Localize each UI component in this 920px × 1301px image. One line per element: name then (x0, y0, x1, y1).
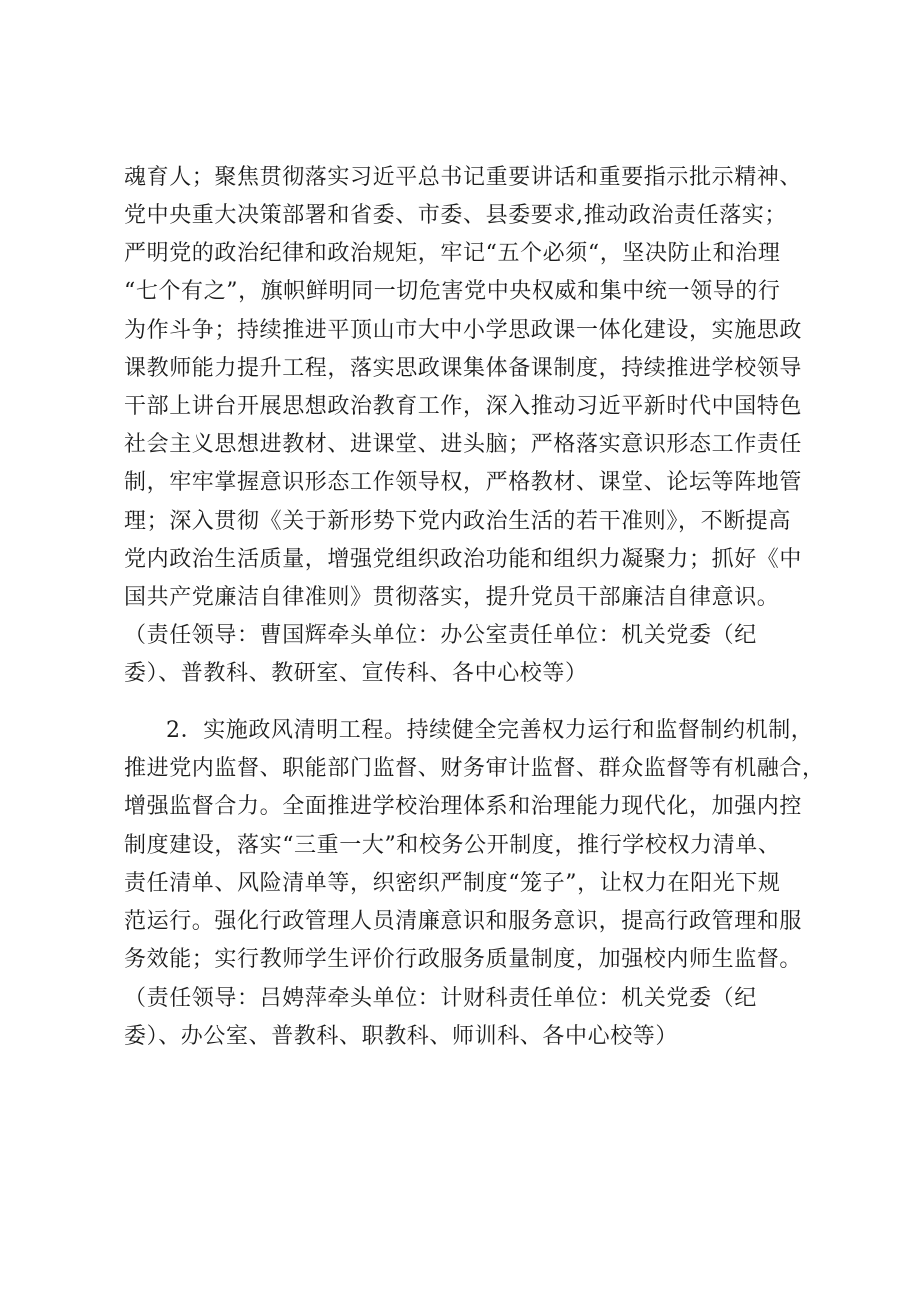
responsibility-line-3: （责任领导：吕娉萍牵头单位：计财科责任单位：机关党委（纪 (124, 986, 757, 1011)
text-line-6: 课教师能力提升工程，落实思政课集体备课制度，持续推进学校领导 (124, 356, 803, 381)
text-line-12: 国共产党廉洁自律准则》贯彻落实，提升党员干部廉洁自律意识。 (124, 585, 780, 610)
text-line-4: “七个有之”，旗帜鲜明同一切危害党中央权威和集中统一领导的行 (124, 279, 781, 304)
text-line-9: 制，牢牢掌握意识形态工作领导权，严格教材、课堂、论坛等阵地管 (124, 470, 803, 495)
text-line-10: 理；深入贯彻《关于新形势下党内政治生活的若干准则》，不断提高 (124, 509, 792, 534)
section-2-heading-line: 2．实施政风清明工程。持续健全完善权力运行和监督制约机制， (166, 718, 814, 743)
text-line-20: 范运行。强化行政管理人员清廉意识和服务意识，提高行政管理和服 (124, 909, 803, 934)
text-line-5: 为作斗争；持续推进平顶山市大中小学思政课一体化建设，实施思政 (124, 318, 803, 343)
text-line-1: 魂育人；聚焦贯彻落实习近平总书记重要讲话和重要指示批示精神、 (124, 165, 803, 190)
text-line-11: 党内政治生活质量，增强党组织政治功能和组织力凝聚力；抓好《中 (124, 547, 803, 572)
responsibility-line-1: （责任领导：曹国辉牵头单位：办公室责任单位：机关党委（纪 (124, 623, 757, 648)
responsibility-line-4: 委）、办公室、普教科、职教科、师训科、各中心校等） (124, 1024, 679, 1049)
text-line-8: 社会主义思想进教材、进课堂、进头脑；严格落实意识形态工作责任 (124, 432, 803, 457)
text-line-19: 责任清单、风险清单等，织密织严制度“笼子”，让权力在阳光下规 (124, 871, 781, 896)
text-line-18: 制度建设，落实“三重一大”和校务公开制度，推行学校权力清单、 (124, 833, 781, 858)
text-line-17: 增强监督合力。全面推进学校治理体系和治理能力现代化，加强内控 (124, 794, 803, 819)
text-line-7: 干部上讲台开展思想政治教育工作，深入推动习近平新时代中国特色 (124, 394, 803, 419)
responsibility-line-2: 委）、普教科、教研室、宣传科、各中心校等） (124, 661, 588, 686)
text-line-16: 推进党内监督、职能部门监督、财务审计监督、群众监督等有机融合， (124, 756, 825, 781)
text-line-3: 严明党的政治纪律和政治规矩，牢记“五个必须“，坚决防止和治理 (124, 241, 781, 266)
text-line-2: 党中央重大决策部署和省委、市委、县委要求,推动政治责任落实； (124, 203, 787, 228)
text-line-21: 务效能；实行教师学生评价行政服务质量制度，加强校内师生监督。 (124, 947, 803, 972)
